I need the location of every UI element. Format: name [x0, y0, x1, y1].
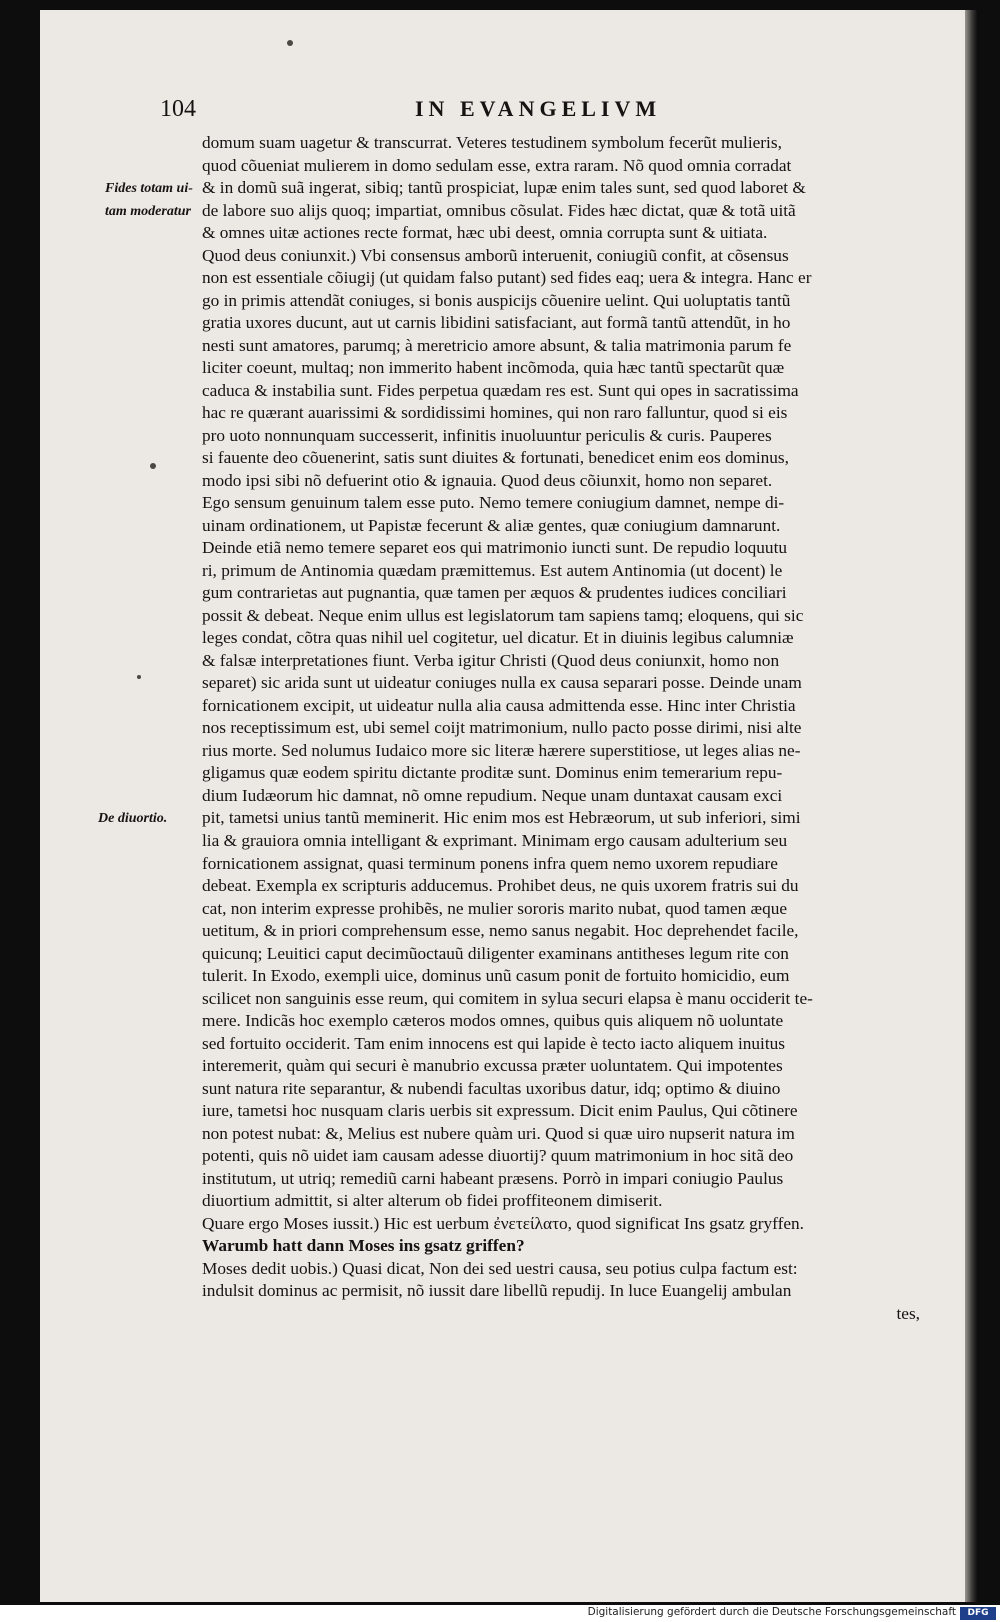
text-line: fornicationem excipit, ut uideatur nulla alia causa admittenda esse. Hinc inter Christia	[202, 695, 796, 715]
text-line: Ego sensum genuinum talem esse puto. Nemo temere coniugium damnet, nempe di-	[202, 493, 785, 513]
text-line: gratia uxores ducunt, aut ut carnis libidini satisfaciant, aut formã tantũ attendũt, in ho	[202, 313, 791, 333]
text-line: ri, primum de Antinomia quædam præmittemus. Est autem Antinomia (ut docent) le	[202, 560, 783, 580]
text-line: Moses dedit uobis.) Quasi dicat, Non dei sed uestri causa, seu potius culpa factum est:	[202, 1258, 798, 1278]
ink-speck	[137, 675, 141, 679]
text-line: diuortium admittit, si alter alterum ob fidei proffiteonem dimiserit.	[202, 1191, 663, 1211]
body-text	[202, 132, 920, 1325]
dfg-logo: DFG	[960, 1607, 996, 1620]
text-line: dium Iudæorum hic damnat, nõ omne repudium. Neque unam duntaxat causam exci	[202, 785, 783, 805]
text-line: iure, tametsi hoc nusquam claris uerbis sit expressum. Dicit enim Paulus, Qui cõtinere	[202, 1101, 798, 1121]
text-line: caduca & instabilia sunt. Fides perpetua quædam res est. Sunt qui opes in sacratissima	[202, 380, 799, 400]
text-line: tulerit. In Exodo, exempli uice, dominus unũ casum ponit de fortuito homicidio, eum	[202, 966, 790, 986]
text-line: pit, tametsi unius tantũ meminerit. Hic enim mos est Hebræorum, ut sub inferiori, simi	[202, 808, 801, 828]
text-line: nesti sunt amatores, parumq; à meretricio amore absunt, & talia matrimonia parum fe	[202, 335, 792, 355]
text-line: Quod deus coniunxit.) Vbi consensus amborũ interuenit, coniugiũ confit, at cõsensus	[202, 245, 789, 265]
text-line: debeat. Exempla ex scripturis adducemus. Prohibet deus, ne quis uxorem fratris sui du	[202, 876, 799, 896]
text-line: indulsit dominus ac permisit, nõ iussit dare libellũ repudij. In luce Euangelij ambulan	[202, 1281, 792, 1301]
text-line: go in primis attendãt coniuges, si bonis auspicijs cõuenire uelint. Qui uoluptatis tantũ	[202, 290, 791, 310]
margin-note-diuortio: De diuortio.	[98, 811, 168, 826]
text-line: liciter coeunt, multaq; non immerito habent incõmoda, quia hæc tantũ spectarũt quæ	[202, 358, 785, 378]
running-title: IN EVANGELIVM	[415, 96, 662, 121]
text-line: interemerit, quàm qui securi è manubrio excussa præter uoluntatem. Qui impotentes	[202, 1056, 783, 1076]
text-line: Quare ergo Moses iussit.) Hic est uerbum ἐνετείλατο, quod significat Ins gsatz gryffen.	[202, 1213, 804, 1233]
text-line: hac re quærant auarissimi & sordidissimi homines, qui non raro falluntur, quod si eis	[202, 403, 788, 423]
text-line: si fauente deo cõuenerint, satis sunt diuites & fortunati, benedicet enim eos dominus,	[202, 448, 789, 468]
text-line: Deinde etiã nemo temere separet eos qui matrimonio iuncti sunt. De repudio loquutu	[202, 538, 788, 558]
text-line: scilicet non sanguinis esse reum, qui comitem in sylua securi elapsa è manu occiderit te-	[202, 988, 813, 1008]
ink-speck	[150, 463, 156, 469]
text-line: lia & grauiora omnia intelligant & exprimant. Minimam ergo causam adulterium seu	[202, 830, 788, 850]
text-line: institutum, ut utriq; remediũ carni habeant præsens. Porrò in impari coniugio Paulus	[202, 1168, 784, 1188]
text-line: sunt natura rite separantur, & nubendi facultas uxoribus datur, idq; optimo & diuino	[202, 1078, 781, 1098]
margin-note-line: Fides totam ui- tam moderatur	[105, 181, 193, 219]
text-line: separet) sic arida sunt ut uideatur coniuges nulla ex causa separari posse. Deinde unam	[202, 673, 802, 693]
text-line: quicunq; Leuitici caput decimũoctauũ diligenter examinans antitheses legum rite con	[202, 943, 789, 963]
digitization-footer	[0, 1605, 1000, 1622]
text-line: domum suam uagetur & transcurrat. Veteres testudinem symbolum fecerũt mulieris,	[202, 133, 782, 152]
text-line: & omnes uitæ actiones recte format, hæc ubi deest, omnia corrupta sunt & uitiata.	[202, 223, 768, 243]
text-line: fornicationem assignat, quasi terminum ponens infra quem nemo uxorem repudiare	[202, 853, 778, 873]
text-line: potenti, quis nõ uidet iam causam adesse diuortij? quum matrimonium in hoc sitã deo	[202, 1146, 794, 1166]
text-line: non potest nubat: &, Melius est nubere quàm uri. Quod si quæ uiro nupserit natura im	[202, 1123, 795, 1143]
page-number: 104	[160, 96, 196, 122]
text-line: mere. Indicãs hoc exemplo cæteros modos omnes, quibus quis aliquem nõ uoluntate	[202, 1011, 784, 1031]
ink-speck	[287, 40, 293, 46]
text-line: quod cõueniat mulierem in domo sedulam esse, extra raram. Nõ quod omnia corradat	[202, 155, 792, 175]
text-line: gum contrarietas aut pugnantia, quæ tamen per æquos & prudentes iudices conciliari	[202, 583, 787, 603]
funding-credit: Digitalisierung gefördert durch die Deutsche Forschungsgemeinschaft	[587, 1606, 956, 1618]
text-line: leges condat, cõtra quas nihil uel cogitetur, uel dicatur. Et in diuinis legibus calumniæ	[202, 628, 794, 648]
text-line: modo ipsi sibi nõ defuerint otio & ignauia. Quod deus cõiunxit, homo non separet.	[202, 470, 773, 490]
running-head	[160, 96, 920, 130]
page-edge-shadow	[965, 10, 977, 1602]
text-line: & in domũ suã ingerat, sibiq; tantũ prospiciat, lupæ enim tales sunt, sed quod laboret &	[202, 178, 806, 198]
text-line: sed fortuito occiderit. Tam enim innocens est qui lapide è tecto iacto aliquem inuitus	[202, 1033, 785, 1053]
text-line: Warumb hatt dann Moses ins gsatz griffen?	[202, 1236, 525, 1256]
text-line: uetitum, & in priori comprehensum esse, nemo sanus negabit. Hoc deprehendet facile,	[202, 921, 799, 941]
text-line: rius morte. Sed nolumus Iudaico more sic literæ hærere superstitiose, ut leges alias ne-	[202, 740, 801, 760]
text-line: & falsæ interpretationes fiunt. Verba igitur Christi (Quod deus coniunxit, homo non	[202, 650, 780, 670]
text-line: cat, non interim expresse prohibẽs, ne mulier sororis marito nubat, quod tamen æque	[202, 898, 788, 918]
text-line: de labore suo alijs quoq; impartiat, omnibus cõsulat. Fides hæc dictat, quæ & totã uitã	[202, 200, 796, 220]
text-line: pro uoto nonnunquam successerit, infinitis inuoluuntur periculis & curis. Pauperes	[202, 425, 772, 445]
text-line: nos receptissimum est, ubi semel coijt matrimonium, nullo pacto posse dirimi, nisi alte	[202, 718, 802, 738]
catchword: tes,	[896, 1303, 920, 1323]
text-line: uinam ordinationem, ut Papistæ fecerunt & aliæ gentes, quæ coniugium damnarunt.	[202, 515, 781, 535]
text-line: non est essentiale cõiugij (ut quidam falso putant) sed fides eaq; uera & integra. Hanc er	[202, 268, 812, 288]
text-line: gligamus quæ eodem spiritu dictante proditæ sunt. Dominus enim temerarium repu-	[202, 763, 783, 783]
margin-note-fides	[105, 178, 197, 223]
text-line: possit & debeat. Neque enim ullus est legislatorum tam sapiens tamq; eloquens, qui sic	[202, 605, 804, 625]
